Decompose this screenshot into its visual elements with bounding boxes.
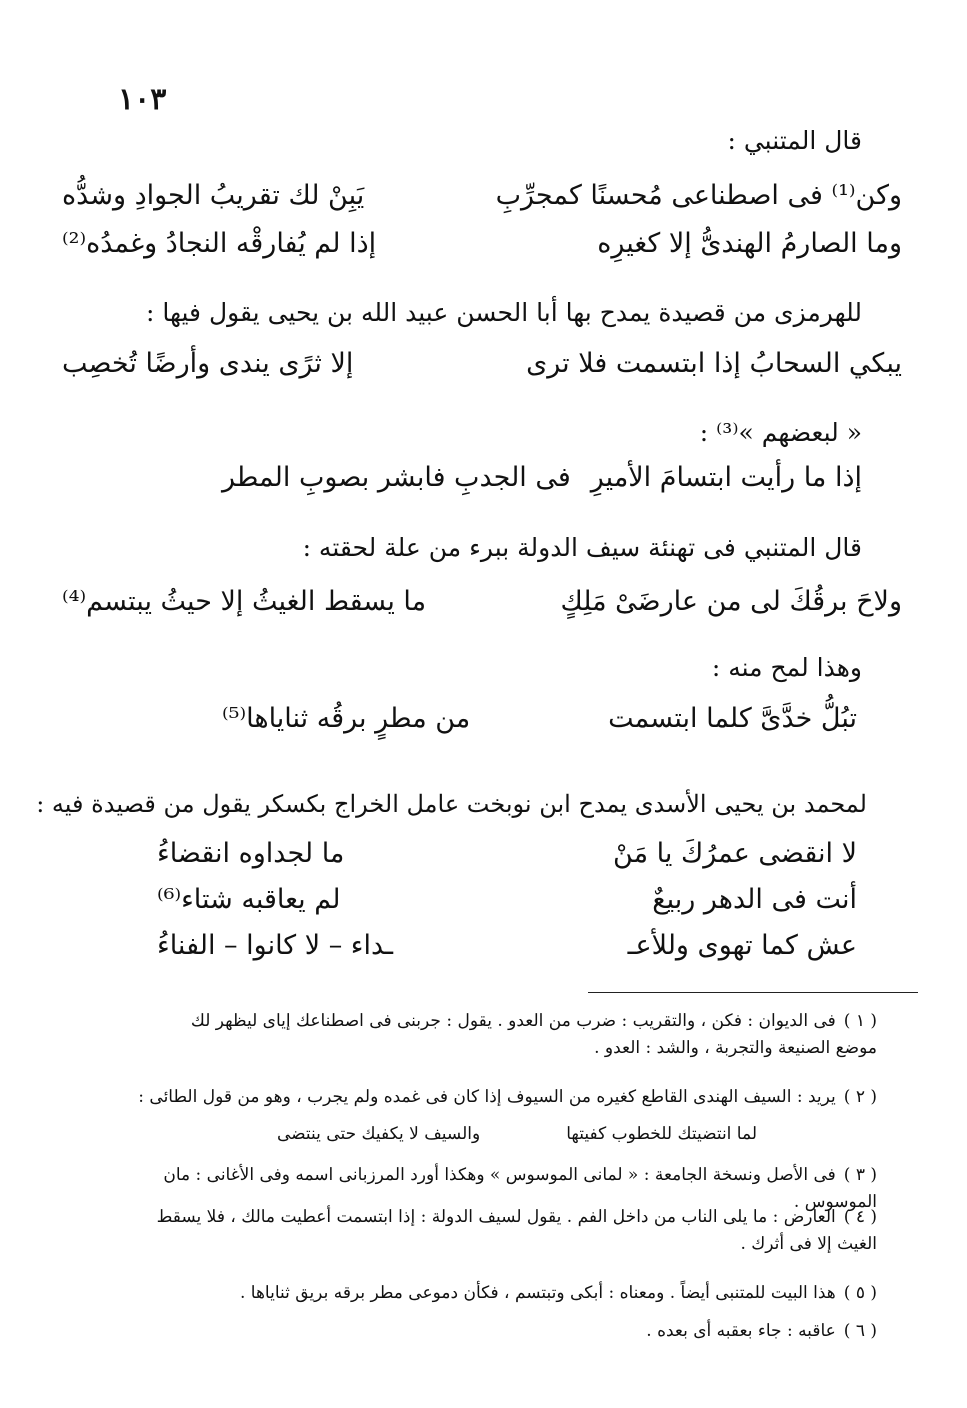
verse bbox=[62, 230, 902, 270]
verse-second-hemistich: إلا ثرًى يندى وأرضًا تُخصِب bbox=[62, 348, 354, 379]
verse bbox=[62, 840, 902, 880]
footnote-number: ( ٣ ) bbox=[843, 1165, 877, 1185]
verse-first-hemistich: إذا ما رأيت ابتسامَ الأميرِ bbox=[590, 462, 862, 493]
footnote bbox=[110, 1008, 877, 1062]
footnote-number: ( ٢ ) bbox=[843, 1087, 877, 1107]
footnote-continuation: موضع الصنيعة والتجربة ، والشد : العدو . bbox=[594, 1038, 877, 1059]
footnote-text: فى الأصل ونسخة الجامعة : « لمانى الموسوس » وهكذا أورد المرزبانى اسمه وفى الأغانى : مان الموسوس . bbox=[163, 1165, 877, 1213]
footnote-number: ( ٦ ) bbox=[843, 1321, 877, 1341]
verse-first-hemistich: لا انقضى عمرُكَ يا مَنْ bbox=[613, 838, 857, 869]
section-intro: قال المتنبي فى تهنئة سيف الدولة ببرء من علة لحقته : bbox=[302, 533, 862, 562]
section-intro: « لبعضهم »⁽³⁾ : bbox=[699, 418, 862, 447]
verse-second-hemistich: إذا لم يُفارقْه النجادُ وغمدُه⁽²⁾ bbox=[62, 228, 377, 259]
footnote bbox=[110, 1204, 877, 1258]
verse-second-hemistich: فى الجدبِ فابشر بصوبِ المطر bbox=[222, 462, 571, 493]
section-intro: وهذا لمح منه : bbox=[711, 653, 862, 682]
footnote-verse-first-hemistich: لما انتضيتك للخطوب كفيتها bbox=[566, 1124, 757, 1144]
footnote-text: عاقبه : جاء بعقبه أى بعده . bbox=[646, 1321, 836, 1341]
verse bbox=[62, 588, 902, 628]
verse-second-hemistich: ما لجداوه انقضاءُ bbox=[157, 838, 345, 869]
verse-first-hemistich: تبُلُّ خدَّىَّ كلما ابتسمت bbox=[608, 703, 857, 734]
verse bbox=[62, 464, 902, 504]
verse bbox=[62, 886, 902, 926]
verse-second-hemistich: من مطرٍ برقُه ثناياها⁽⁵⁾ bbox=[222, 703, 471, 734]
footnote-verse bbox=[277, 1124, 757, 1150]
footnote-verse-second-hemistich: والسيف لا يكفيك حتى ينتضى bbox=[277, 1124, 481, 1144]
footnote bbox=[110, 1280, 877, 1307]
section-intro: للهرمزى من قصيدة يمدح بها أبا الحسن عبيد الله بن يحيى يقول فيها : bbox=[146, 298, 862, 327]
footnote-number: ( ١ ) bbox=[843, 1011, 877, 1031]
verse-first-hemistich: ولاحَ برقُكَ لى من عارضَىْ مَلِكٍ bbox=[560, 586, 902, 617]
page-number: ١٠٣ bbox=[118, 82, 167, 117]
verse-first-hemistich: عش كما تهوى وللأعـ bbox=[627, 930, 857, 961]
section-intro: لمحمد بن يحيى الأسدى يمدح ابن نوبخت عامل الخراج بكسكر يقول من قصيدة فيه : bbox=[36, 790, 867, 818]
footnote-number: ( ٥ ) bbox=[843, 1283, 877, 1303]
footnote bbox=[110, 1084, 877, 1111]
section-intro: قال المتنبي : bbox=[727, 126, 862, 155]
footnote bbox=[110, 1318, 877, 1345]
verse bbox=[62, 932, 902, 972]
footnote-text: يريد : السيف الهندى القاطع كغيره من السيوف إذا كان فى غمده ولم يجرب ، وهو من قول الطائى : bbox=[138, 1087, 836, 1107]
footnote-text: العارض : ما يلى الناب من داخل الفم . يقول لسيف الدولة : إذا ابتسمت أعطيت مالك ، فلا يسقط bbox=[156, 1207, 836, 1227]
verse-first-hemistich: وكن⁽¹⁾ فى اصطناعى مُحسنًا كمجرِّبِ bbox=[495, 180, 902, 211]
verse-second-hemistich: يَبِنْ لك تقريبُ الجوادِ وشدُّه bbox=[62, 180, 365, 211]
footnote-separator bbox=[588, 992, 918, 993]
footnote-text: هذا البيت للمتنبى أيضاً . ومعناه : أبكى وتبتسم ، فكأن دموعى مطر برقه بريق ثناياها . bbox=[239, 1283, 836, 1303]
verse bbox=[62, 350, 902, 390]
verse-first-hemistich: يبكي السحابُ إذا ابتسمت فلا ترى bbox=[526, 348, 902, 379]
verse-first-hemistich: وما الصارمُ الهندىُّ إلا كغيرِه bbox=[597, 228, 902, 259]
footnote-number: ( ٤ ) bbox=[843, 1207, 877, 1227]
footnote-continuation: الغيث إلا فى أثرك . bbox=[740, 1234, 877, 1255]
verse bbox=[62, 705, 902, 745]
verse-second-hemistich: لم يعاقبه شتاء⁽⁶⁾ bbox=[157, 884, 341, 915]
footnote-text: فى الديوان : فكن ، والتقريب : ضرب من العدو . يقول : جربنى فى اصطناعك إياى ليظهر لك bbox=[190, 1011, 836, 1031]
verse bbox=[62, 182, 902, 222]
verse-second-hemistich: ـداء – لا كانوا – الفناءُ bbox=[157, 930, 394, 961]
verse-first-hemistich: أنت فى الدهر ربيعٌ bbox=[652, 884, 857, 915]
verse-second-hemistich: ما يسقط الغيثُ إلا حيثُ يبتسم⁽⁴⁾ bbox=[62, 586, 427, 617]
